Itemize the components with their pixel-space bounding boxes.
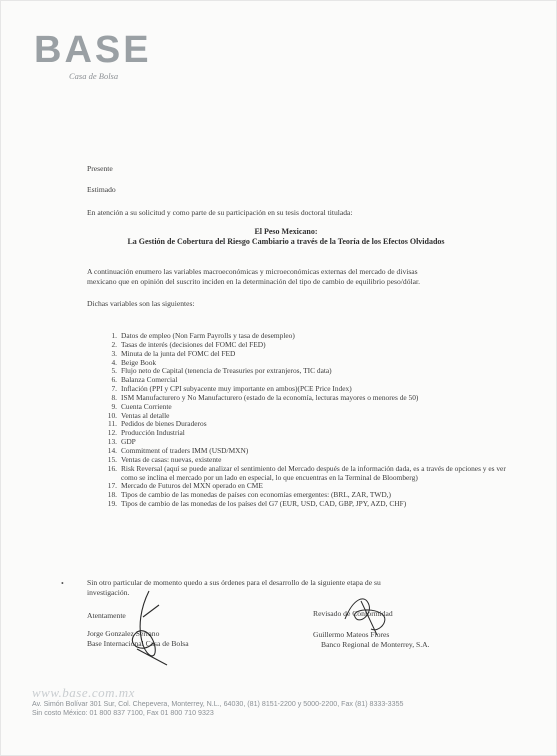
list-item-text: Cuenta Corriente bbox=[121, 401, 172, 411]
list-item-number: 19. bbox=[107, 499, 117, 509]
body-paragraph-line2: mexicano que en opinión del suscrito inciden en la determinación del tipo de cambio de equilibrio peso/dólar. bbox=[87, 277, 420, 286]
list-item-text: Tipos de cambio de las monedas de países con economías emergentes: (BRL, ZAR, TWD,) bbox=[121, 490, 391, 500]
list-item-text: Ventas al detalle bbox=[121, 410, 170, 420]
handwritten-signature-left bbox=[119, 587, 179, 667]
list-item-number: 6. bbox=[111, 375, 117, 385]
thesis-title-line2: La Gestión de Cobertura del Riesgo Cambiario a través de la Teoría de los Efectos Olvidados bbox=[127, 237, 445, 246]
list-item-text: Balanza Comercial bbox=[121, 375, 178, 385]
closing-line1: Sin otro particular de momento quedo a sus órdenes para el desarrollo de la siguiente etapa de su bbox=[87, 578, 381, 587]
list-item-number: 7. bbox=[111, 384, 117, 394]
footer-address: Av. Simón Bolívar 301 Sur, Col. Chepevera, Monterrey, N.L., 64030, (81) 8151-2200 y 5000-2200, Fax (81) 8333-3355 bbox=[32, 700, 404, 708]
handwritten-signature-right bbox=[339, 589, 399, 639]
list-item-number: 11. bbox=[108, 419, 117, 429]
closing-line2: investigación. bbox=[87, 588, 130, 597]
list-item-number: 5. bbox=[111, 366, 117, 376]
list-item-text: Beige Book bbox=[121, 357, 157, 367]
list-item-text: Minuta de la junta del FOMC del FED bbox=[121, 348, 236, 358]
list-item-number: 17. bbox=[107, 481, 117, 491]
intro-paragraph: En atención a su solicitud y como parte de su participación en su tesis doctoral titulada: bbox=[87, 208, 353, 217]
signature-left-org: Base Internacional Casa de Bolsa bbox=[87, 639, 189, 648]
list-item-number: 4. bbox=[111, 357, 117, 367]
company-logo-subtitle: Casa de Bolsa bbox=[69, 71, 119, 81]
list-item-text: Pedidos de bienes Duraderos bbox=[121, 419, 207, 429]
list-item bbox=[102, 465, 513, 483]
list-item-text: Risk Reversal (aquí se puede analizar el sentimiento del Mercado después de la información dada, es a través de opciones y es ver como se inclina el mercado por un lado en especial, lo que encuentras en la Terminal de Bloomberg) bbox=[121, 463, 506, 482]
list-item-number: 18. bbox=[107, 490, 117, 500]
list-item-text: Datos de empleo (Non Farm Payrolls y tasa de desempleo) bbox=[121, 331, 295, 340]
list-item-number: 15. bbox=[107, 454, 117, 464]
list-item-number: 3. bbox=[111, 348, 117, 358]
signature-left-label: Atentamente bbox=[87, 611, 126, 620]
bullet-mark: • bbox=[61, 579, 64, 588]
list-item-number: 2. bbox=[111, 339, 117, 349]
signature-right-org: Banco Regional de Monterrey, S.A. bbox=[321, 640, 430, 649]
list-item-text: ISM Manufacturero y No Manufacturero (estado de la economía, lecturas mayores o menores de 50) bbox=[121, 392, 419, 402]
body-paragraph-line1: A continuación enumero las variables macroeconómicas y microeconómicas externas del mercado de divisas bbox=[87, 267, 418, 276]
list-item-text: GDP bbox=[121, 437, 136, 447]
list-item-number: 10. bbox=[107, 410, 117, 420]
salutation-presente: Presente bbox=[87, 164, 113, 173]
signature-left-name: Jorge Gonzalez Serrano bbox=[87, 629, 160, 638]
footer-website: www.base.com.mx bbox=[32, 685, 135, 700]
list-item-number: 9. bbox=[111, 401, 117, 411]
list-item-number: 12. bbox=[107, 428, 117, 438]
signature-right-label: Revisado de Conformidad bbox=[313, 609, 393, 618]
list-item-number: 13. bbox=[107, 437, 117, 447]
list-item bbox=[102, 350, 513, 359]
list-item-number: 14. bbox=[107, 445, 117, 455]
variables-intro: Dichas variables son las siguientes: bbox=[87, 299, 195, 308]
footer-toll-free: Sin costo México: 01 800 837 7100, Fax 01 800 710 9323 bbox=[32, 709, 214, 717]
list-item-text: Mercado de Futuros del MXN operado en CME bbox=[121, 481, 263, 491]
signature-right-name: Guillermo Mateos Flores bbox=[313, 630, 390, 639]
salutation-estimado: Estimado bbox=[87, 185, 116, 194]
list-item-number: 1. bbox=[111, 331, 117, 340]
list-item-number: 16. bbox=[107, 463, 117, 473]
thesis-title-line1: El Peso Mexicano: bbox=[254, 227, 318, 236]
company-logo: BASE bbox=[34, 29, 152, 71]
list-item-text: Flujo neto de Capital (tenencia de Treasuries por extranjeros, TIC data) bbox=[121, 366, 332, 376]
list-item-text: Producción Industrial bbox=[121, 428, 185, 438]
list-item-text: Tipos de cambio de las monedas de los países del G7 (EUR, USD, CAD, GBP, JPY, AZD, CHF) bbox=[121, 499, 407, 509]
list-item bbox=[102, 500, 513, 509]
list-item bbox=[102, 429, 513, 438]
list-item-text: Ventas de casas: nuevas, existente bbox=[121, 454, 222, 464]
list-item-text: Inflación (PPI y CPI subyacente muy importante en ambos)(PCE Price Index) bbox=[121, 384, 352, 394]
list-item-text: Commitment of traders IMM (USD/MXN) bbox=[121, 445, 249, 455]
variables-list bbox=[102, 332, 513, 509]
list-item-number: 8. bbox=[111, 392, 117, 402]
list-item-text: Tasas de interés (decisiones del FOMC del FED) bbox=[121, 339, 266, 349]
